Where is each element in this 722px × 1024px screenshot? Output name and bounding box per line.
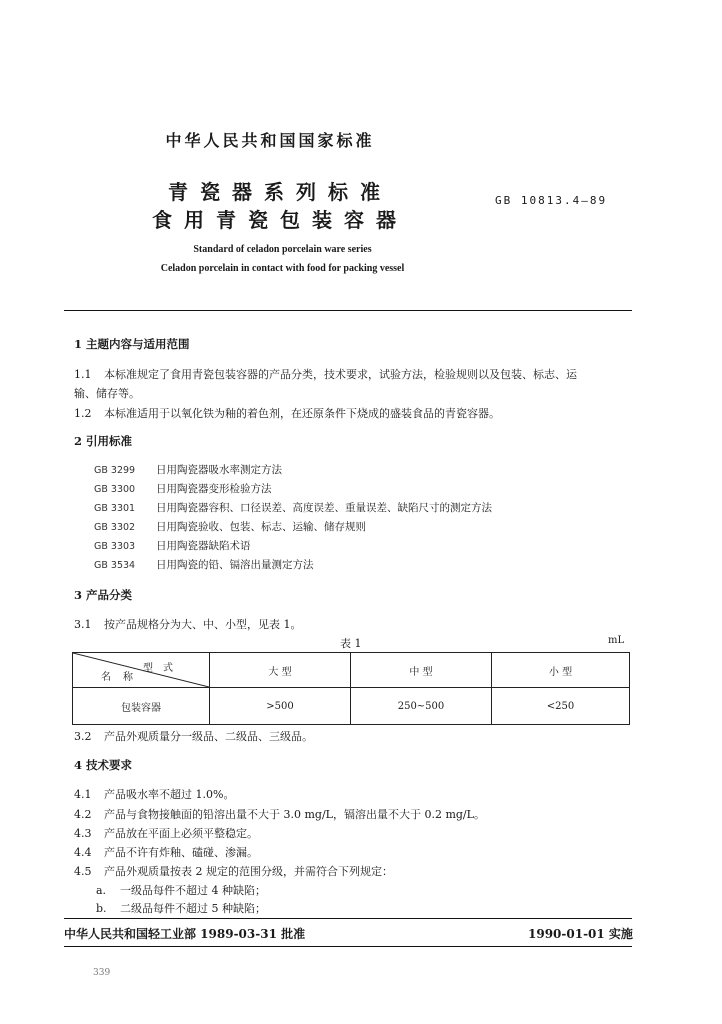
paragraph-number: 3.2 xyxy=(74,730,92,743)
section-2-heading: 2 引用标准 xyxy=(74,434,133,448)
item-text: 产品放在平面上必须平整稳定。 xyxy=(104,827,258,840)
reference-item xyxy=(94,481,272,496)
standard-code: GB 10813.4—89 xyxy=(495,194,608,207)
table-row xyxy=(73,688,630,725)
requirement-item xyxy=(74,786,234,802)
row-label: 包装容器 xyxy=(73,688,210,725)
item-number: 4.2 xyxy=(74,808,92,821)
item-text: 产品外观质量按表 2 规定的范围分级，并需符合下列规定： xyxy=(104,865,393,878)
paragraph-text: 本标准适用于以氧化铁为釉的着色剂，在还原条件下烧成的盛装食品的青瓷容器。 xyxy=(104,407,500,420)
reference-title: 日用陶瓷器容积、口径误差、高度误差、重量误差、缺陷尺寸的测定方法 xyxy=(156,502,492,514)
reference-item xyxy=(94,500,492,515)
reference-code: GB 3302 xyxy=(94,522,136,533)
item-number: 4.5 xyxy=(74,865,92,878)
item-number: 4.4 xyxy=(74,846,92,859)
footer-divider xyxy=(64,918,632,919)
english-title-line-2: Celadon porcelain in contact with food for packing vessel xyxy=(160,263,405,274)
reference-title: 日用陶瓷验收、包装、标志、运输、储存规则 xyxy=(156,521,366,533)
requirement-item xyxy=(74,863,393,879)
table-cell: >500 xyxy=(210,688,351,725)
item-number: 4.1 xyxy=(74,788,92,801)
reference-item xyxy=(94,462,282,477)
reference-code: GB 3534 xyxy=(94,560,136,571)
reference-title: 日用陶瓷器吸水率测定方法 xyxy=(156,464,282,476)
subitem-letter: b. xyxy=(96,902,107,915)
item-number: 4.3 xyxy=(74,827,92,840)
item-text: 产品与食物接触面的铅溶出量不大于 3.0 mg/L，镉溶出量不大于 0.2 mg/L。 xyxy=(104,808,485,821)
national-standard-header: 中华人民共和国国家标准 xyxy=(165,131,375,150)
table-cell: <250 xyxy=(492,688,630,725)
page-number: 339 xyxy=(93,968,111,978)
paragraph-text: 本标准规定了食用青瓷包装容器的产品分类，技术要求，试验方法，检验规则以及包装、标志、运 xyxy=(104,368,577,381)
paragraph-1-1-line-2: 输、储存等。 xyxy=(74,387,140,400)
paragraph-number: 3.1 xyxy=(74,618,92,631)
header-divider xyxy=(64,310,632,311)
english-title-line-1: Standard of celadon porcelain ware series xyxy=(193,244,372,255)
product-classification-table xyxy=(72,652,630,725)
item-text: 产品吸水率不超过 1.0%。 xyxy=(104,788,235,801)
paragraph-number: 1.2 xyxy=(74,407,92,420)
requirement-subitem xyxy=(96,900,266,916)
title-line-1: 青瓷器系列标准 xyxy=(168,180,392,204)
paragraph-1-2 xyxy=(74,405,500,421)
reference-code: GB 3299 xyxy=(94,465,136,476)
reference-code: GB 3303 xyxy=(94,541,136,552)
subitem-text: 一级品每件不超过 4 种缺陷； xyxy=(120,884,266,897)
corner-label-name: 名称 xyxy=(101,672,145,683)
table-unit: mL xyxy=(608,635,625,646)
paragraph-3-1 xyxy=(74,616,302,632)
footer-bottom-divider xyxy=(64,946,632,947)
reference-item xyxy=(94,557,314,572)
reference-title: 日用陶瓷器缺陷术语 xyxy=(156,540,251,552)
section-1-heading: 1 主题内容与适用范围 xyxy=(74,337,190,351)
requirement-item xyxy=(74,825,258,841)
reference-code: GB 3300 xyxy=(94,484,136,495)
implementation-date: 1990-01-01 实施 xyxy=(528,927,633,941)
paragraph-1-1-line-1 xyxy=(74,366,577,382)
paragraph-3-2 xyxy=(74,728,313,744)
title-line-2: 食用青瓷包装容器 xyxy=(152,208,408,232)
reference-title: 日用陶瓷器变形检验方法 xyxy=(156,483,272,495)
requirement-subitem xyxy=(96,882,266,898)
reference-item xyxy=(94,519,366,534)
requirement-item xyxy=(74,806,485,822)
paragraph-text: 按产品规格分为大、中、小型，见表 1。 xyxy=(104,618,302,631)
reference-code: GB 3301 xyxy=(94,503,136,514)
column-header: 中 型 xyxy=(351,653,492,688)
table-cell: 250~500 xyxy=(351,688,492,725)
column-header: 大 型 xyxy=(210,653,351,688)
item-text: 产品不许有炸釉、磕碰、渗漏。 xyxy=(104,846,258,859)
column-header: 小 型 xyxy=(492,653,630,688)
section-4-heading: 4 技术要求 xyxy=(74,758,133,772)
requirement-item xyxy=(74,844,258,860)
reference-item xyxy=(94,538,251,553)
subitem-letter: a. xyxy=(96,884,107,897)
paragraph-number: 1.1 xyxy=(74,368,92,381)
paragraph-text: 产品外观质量分一级品、二级品、三级品。 xyxy=(104,730,313,743)
section-3-heading: 3 产品分类 xyxy=(74,588,133,602)
subitem-text: 二级品每件不超过 5 种缺陷； xyxy=(120,902,266,915)
reference-title: 日用陶瓷的铅、镉溶出量测定方法 xyxy=(156,559,314,571)
table-header-row xyxy=(73,653,630,688)
table-corner-cell xyxy=(73,653,210,688)
table-caption: 表 1 xyxy=(340,637,362,650)
approval-line: 中华人民共和国轻工业部 1989-03-31 批准 xyxy=(64,927,306,941)
corner-label-type: 型式 xyxy=(143,663,183,674)
